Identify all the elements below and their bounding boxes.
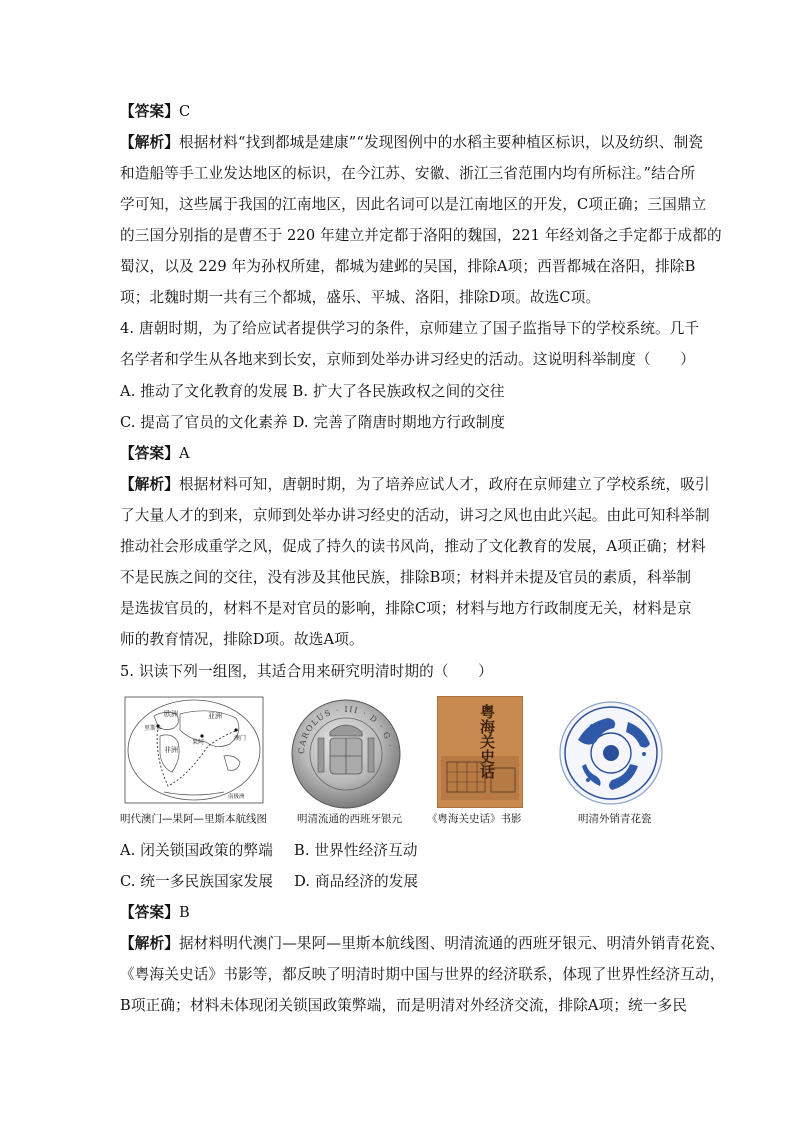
analysis-text: 根据材料“找到都城是建康”“发现图例中的水稻主要种植区标识，以及纺织、制瓷 <box>178 134 704 151</box>
caption-book-cover: 《粤海关史话》书影 <box>427 813 522 825</box>
caption-route-map: 明代澳门—果阿—里斯本航线图 <box>120 813 267 825</box>
map-label-africa: 非洲 <box>164 746 178 754</box>
q3-analysis-line-3: 学可知，这些属于我国的江南地区，因此名词可以是江南地区的开发，C项正确；三国鼎立 <box>120 196 707 213</box>
q3-analysis-line-1 <box>120 133 704 153</box>
q5-stem: 5. 识读下列一组图，其适合用来研究明清时期的（ ） <box>120 663 493 680</box>
option-a: A. 闭关锁国政策的弊端 <box>120 842 273 859</box>
q4-analysis-line-3: 推动社会形成重学之风，促成了持久的读书风尚，推动了文化教育的发展，A项正确；材料 <box>120 538 706 555</box>
porcelain-figure <box>558 700 664 806</box>
option-b: B. 世界性经济互动 <box>293 842 418 859</box>
analysis-label: 【解析】 <box>120 134 179 151</box>
book-cover-image <box>437 696 523 808</box>
caption-silver-coin: 明清流通的西班牙银元 <box>297 813 402 825</box>
q4-options-cd: C. 提高了官员的文化素养 D. 完善了隋唐时期地方行政制度 <box>120 414 506 431</box>
q5-answer <box>120 903 680 923</box>
q3-answer <box>120 102 680 122</box>
q5-options-cd <box>120 872 680 892</box>
map-label-lisbon: 里斯本 <box>144 725 163 732</box>
q5-analysis-line-2: 《粤海关史话》书影等，都反映了明清时期中国与世界的经济联系，体现了世界性经济互动， <box>120 966 725 983</box>
option-c: C. 统一多民族国家发展 <box>120 873 274 890</box>
answer-value: A <box>178 445 190 462</box>
answer-value: C <box>178 103 191 120</box>
analysis-label: 【解析】 <box>120 476 179 493</box>
analysis-label: 【解析】 <box>120 935 179 952</box>
q4-stem-line-2: 名学者和学生从各地来到长安，京师到处举办讲习经史的活动。这说明科举制度（ ） <box>120 351 696 368</box>
q4-analysis-line-4: 不是民族之间的交往，没有涉及其他民族，排除B项；材料并未提及官员的素质，科举制 <box>120 569 692 586</box>
route-map-figure <box>124 696 264 804</box>
q4-analysis-line-1 <box>120 475 710 495</box>
option-d: D. 商品经济的发展 <box>294 873 419 890</box>
book-title: 粤海关史话 <box>478 704 496 779</box>
map-label-south-pole: 南极洲 <box>228 794 245 800</box>
q5-analysis-line-1 <box>120 934 725 954</box>
q5-options-ab <box>120 841 680 861</box>
q3-analysis-line-5: 蜀汉，以及 229 年为孙权所建，都城为建邺的吴国，排除A项；西晋都城在洛阳，排除B <box>120 258 696 275</box>
porcelain-plate-image <box>558 700 664 806</box>
map-label-asia: 亚洲 <box>208 712 222 720</box>
coin-figure <box>290 698 402 810</box>
map-label-europe: 欧洲 <box>164 710 178 718</box>
map-label-macau: 澳门 <box>234 735 247 742</box>
q3-analysis-line-4: 的三国分别指的是曹丕于 220 年建立并定都于洛阳的魏国，221 年经刘备之手定都于成都的 <box>120 227 722 244</box>
q4-answer <box>120 444 680 464</box>
q5-analysis-line-3: B项正确；材料未体现闭关锁国政策弊端，而是明清对外经济交流，排除A项；统一多民 <box>120 997 688 1014</box>
q3-analysis-line-2: 和造船等手工业发达地区的标识，在今江苏、安徽、浙江三省范围内均有所标注。”结合所 <box>120 165 696 182</box>
q4-options-ab: A. 推动了文化教育的发展 B. 扩大了各民族政权之间的交往 <box>120 383 505 400</box>
map-label-goa: 果阿 <box>192 739 205 746</box>
answer-label: 【答案】 <box>120 103 179 120</box>
answer-label: 【答案】 <box>120 445 179 462</box>
caption-porcelain: 明清外销青花瓷 <box>578 813 652 825</box>
book-cover-figure <box>437 696 523 808</box>
silver-coin-image <box>290 698 402 810</box>
analysis-text: 根据材料可知，唐朝时期，为了培养应试人才，政府在京师建立了学校系统，吸引 <box>178 476 710 493</box>
coin-inscription: CAROLUS · III · D · G · <box>296 704 395 755</box>
route-map-image <box>124 696 264 804</box>
q3-analysis-line-6: 项；北魏时期一共有三个都城，盛乐、平城、洛阳，排除D项。故选C项。 <box>120 289 601 306</box>
q4-stem-line-1: 4. 唐朝时期，为了给应试者提供学习的条件，京师建立了国子监指导下的学校系统。几千 <box>120 320 700 337</box>
q4-analysis-line-5: 是选拔官员的，材料不是对官员的影响，排除C项；材料与地方行政制度无关，材料是京 <box>120 600 692 617</box>
q4-analysis-line-2: 了大量人才的到来，京师到处举办讲习经史的活动，讲习之风也由此兴起。由此可知科举制 <box>120 507 710 524</box>
q4-analysis-line-6: 师的教育情况，排除D项。故选A项。 <box>120 631 364 648</box>
answer-label: 【答案】 <box>120 904 179 921</box>
analysis-text: 据材料明代澳门—果阿—里斯本航线图、明清流通的西班牙银元、明清外销青花瓷、 <box>178 935 725 952</box>
answer-value: B <box>178 904 190 921</box>
